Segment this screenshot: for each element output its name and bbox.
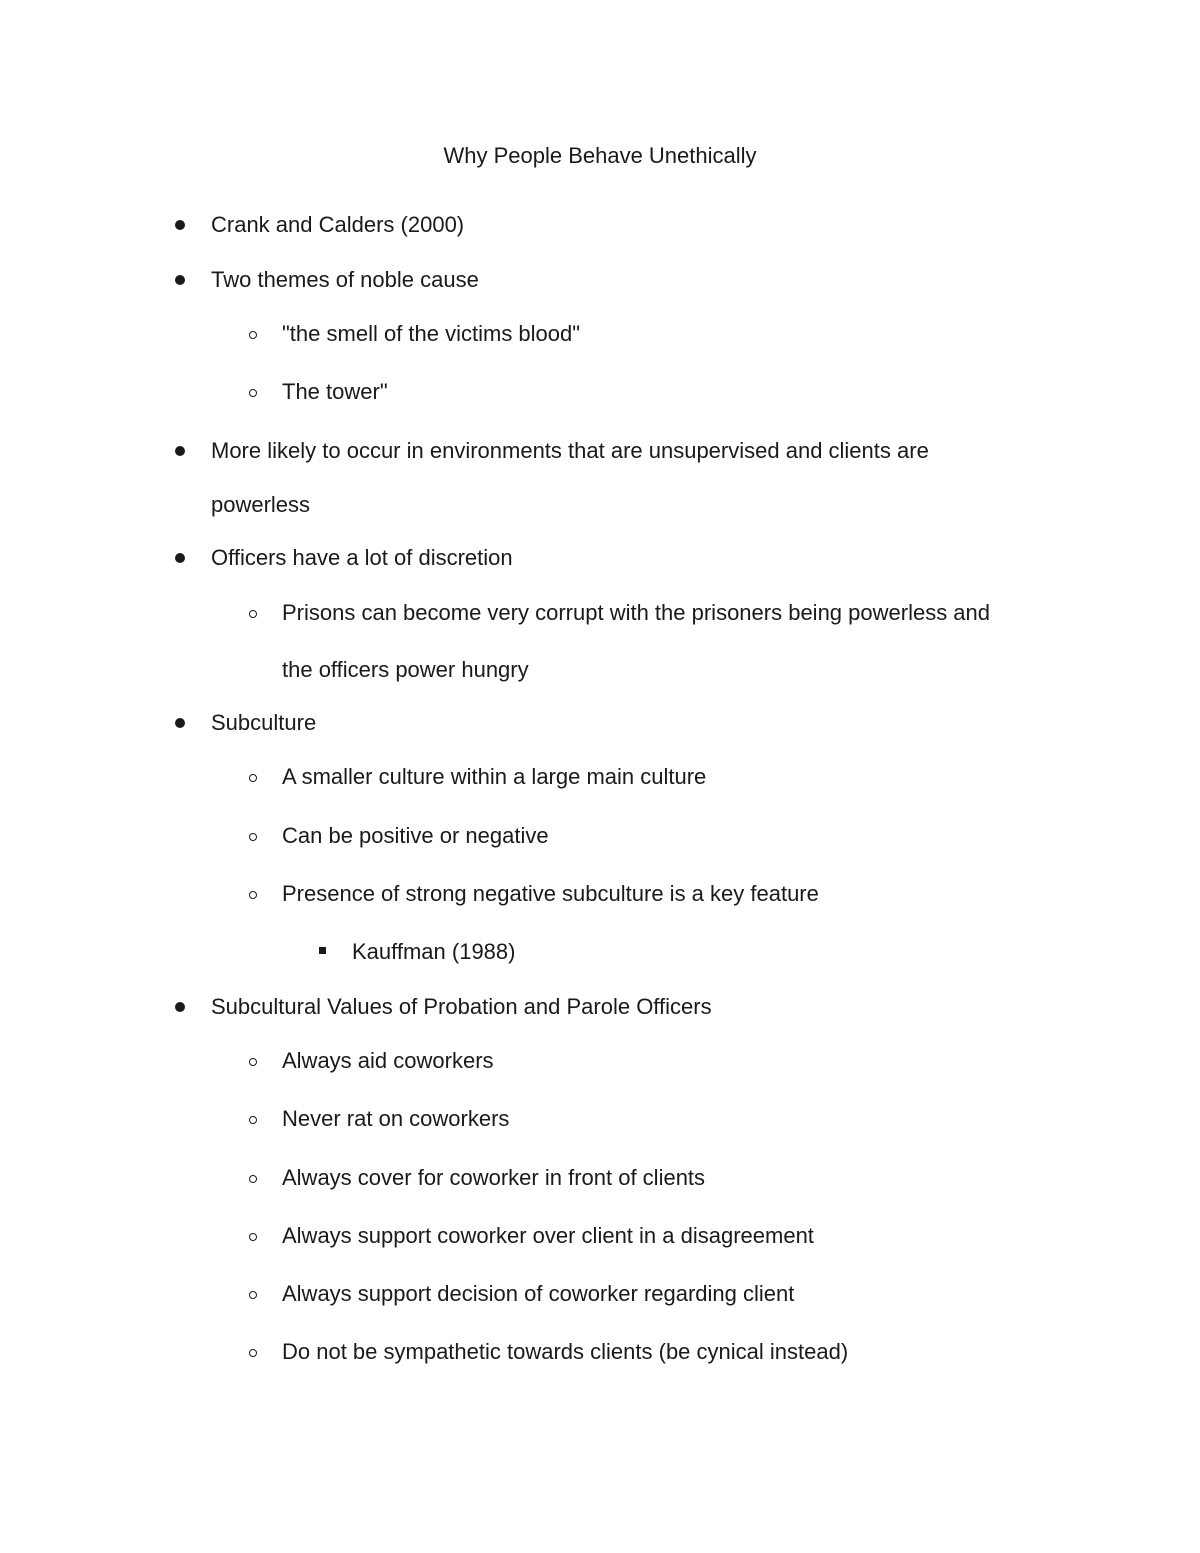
list-item-continuation: the officers power hungry (282, 657, 529, 682)
bullet-circle-icon (249, 1175, 257, 1183)
list-item: Always aid coworkers (282, 1048, 494, 1073)
list-item: Officers have a lot of discretion (211, 545, 513, 570)
document-title: Why People Behave Unethically (443, 143, 757, 168)
list-item: Crank and Calders (2000) (211, 212, 465, 237)
bullet-disc-icon (175, 718, 185, 728)
list-item: Subcultural Values of Probation and Parole Officers (211, 994, 712, 1019)
bullet-disc-icon (175, 446, 185, 456)
bullet-disc-icon (175, 553, 185, 563)
bullet-circle-icon (249, 1349, 257, 1357)
bullet-circle-icon (249, 610, 257, 618)
list-item: Can be positive or negative (282, 823, 549, 848)
bullet-circle-icon (249, 891, 257, 899)
list-item: Do not be sympathetic towards clients (be cynical instead) (282, 1339, 849, 1364)
bullet-circle-icon (249, 1058, 257, 1066)
bullet-circle-icon (249, 331, 257, 339)
bullet-disc-icon (175, 220, 185, 230)
list-item: Always support decision of coworker regarding client (282, 1281, 795, 1306)
list-item: Always support coworker over client in a disagreement (282, 1223, 814, 1248)
bullet-circle-icon (249, 389, 257, 397)
list-item: Two themes of noble cause (211, 267, 479, 292)
bullet-circle-icon (249, 774, 257, 782)
list-item: More likely to occur in environments that are unsupervised and clients are (211, 438, 929, 463)
list-item: The tower" (282, 379, 388, 404)
list-item-continuation: powerless (211, 492, 311, 517)
list-item: "the smell of the victims blood" (282, 321, 581, 346)
bullet-circle-icon (249, 833, 257, 841)
list-item: A smaller culture within a large main culture (282, 764, 707, 789)
list-item: Never rat on coworkers (282, 1106, 510, 1131)
list-item: Prisons can become very corrupt with the prisoners being powerless and (282, 600, 991, 625)
bullet-circle-icon (249, 1291, 257, 1299)
list-item: Always cover for coworker in front of clients (282, 1165, 706, 1190)
bullet-square-icon (319, 947, 326, 954)
bullet-circle-icon (249, 1116, 257, 1124)
bullet-disc-icon (175, 1002, 185, 1012)
list-item: Subculture (211, 710, 317, 735)
list-item: Kauffman (1988) (352, 939, 516, 964)
bullet-circle-icon (249, 1233, 257, 1241)
bullet-disc-icon (175, 275, 185, 285)
list-item: Presence of strong negative subculture is a key feature (282, 881, 819, 906)
